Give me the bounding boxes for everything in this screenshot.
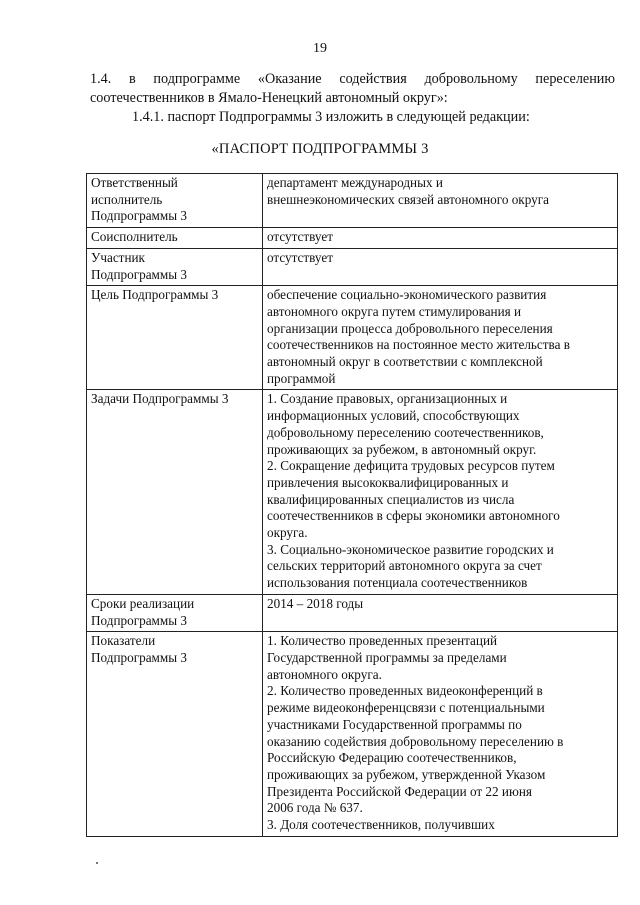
table-row (87, 174, 618, 228)
passport-title: «ПАСПОРТ ПОДПРОГРАММЫ 3 (211, 141, 429, 157)
table-row (87, 248, 618, 285)
row-value-line: отсутствует (267, 249, 333, 265)
table-row (87, 390, 618, 594)
row-value-line: округа. (267, 525, 308, 541)
row-value-line: соотечественников на постоянное место жительства в (267, 337, 570, 353)
row-value-line: 2. Количество проведенных видеоконференций в (267, 683, 543, 699)
row-value-cell (263, 248, 618, 285)
row-label-line: исполнитель (91, 191, 163, 207)
row-value-line: проживающих за рубежом, утвержденной Указом (267, 766, 546, 782)
row-value-line: оказанию содействия добровольному переселению в (267, 733, 564, 749)
row-value-cell (263, 228, 618, 249)
row-label-line: Задачи Подпрограммы 3 (91, 391, 229, 407)
row-label-line: Участник (91, 249, 145, 265)
row-value-line: добровольному переселению соотечественников, (267, 424, 544, 440)
row-value-line: Президента Российской Федерации от 22 июня (267, 783, 532, 799)
row-value-cell (263, 174, 618, 228)
row-value-line: отсутствует (267, 229, 333, 245)
row-value-line: режиме видеоконференцсвязи с потенциальными (267, 700, 545, 716)
intro-line-1: 1.4. в подпрограмме «Оказание содействия добровольному переселению (90, 71, 615, 87)
row-label-line: Цель Подпрограммы 3 (91, 287, 219, 303)
row-value-line: автономного округа. (267, 666, 382, 682)
row-value-line: 3. Социально-экономическое развитие городских и (267, 541, 554, 557)
table-row (87, 632, 618, 836)
row-label-line: Подпрограммы 3 (91, 266, 187, 282)
row-value-line: 2006 года № 637. (267, 800, 363, 816)
row-value-cell (263, 390, 618, 594)
row-value-line: 3. Доля соотечественников, получивших (267, 817, 495, 833)
intro-line-2: соотечественников в Ямало-Ненецкий автономный округ»: (90, 90, 448, 106)
table-row (87, 594, 618, 631)
row-value-cell (263, 286, 618, 390)
row-label-line: Подпрограммы 3 (91, 208, 187, 224)
row-value-line: автономного округа путем стимулирования и (267, 303, 522, 319)
row-value-line: Государственной программы за пределами (267, 649, 507, 665)
table-row (87, 228, 618, 249)
row-value-line: программой (267, 370, 336, 386)
row-value-line: соотечественников в сферы экономики автономного (267, 508, 560, 524)
row-value-line: 2014 – 2018 годы (267, 595, 364, 611)
row-label-line: Соисполнитель (91, 229, 178, 245)
row-label-cell (87, 286, 263, 390)
row-label-cell (87, 632, 263, 836)
row-value-line: организации процесса добровольного переселения (267, 320, 553, 336)
row-value-line: департамент международных и (267, 175, 443, 190)
row-value-line: квалифицированных специалистов из числа (267, 491, 515, 507)
row-label-line: Подпрограммы 3 (91, 612, 187, 628)
row-value-line: Российскую Федерацию соотечественников, (267, 750, 517, 766)
row-label-line: Ответственный (91, 175, 178, 190)
row-value-line: привлечения высококвалифицированных и (267, 474, 509, 490)
row-label-cell (87, 248, 263, 285)
row-value-line: 2. Сокращение дефицита трудовых ресурсов путем (267, 458, 555, 474)
row-label-cell (87, 228, 263, 249)
row-label-cell (87, 174, 263, 228)
row-label-cell (87, 594, 263, 631)
row-value-line: информационных условий, способствующих (267, 408, 520, 424)
row-value-line: внешнеэкономических связей автономного округа (267, 191, 549, 207)
row-label-cell (87, 390, 263, 594)
row-value-line: сельских территорий автономного округа за счет (267, 558, 542, 574)
row-label-line: Показатели (91, 633, 156, 649)
row-value-cell (263, 594, 618, 631)
intro-line-3: 1.4.1. паспорт Подпрограммы 3 изложить в следующей редакции: (132, 109, 530, 125)
table-row (87, 286, 618, 390)
row-value-line: обеспечение социально-экономического развития (267, 287, 547, 303)
row-value-line: использования потенциала соотечественников (267, 575, 528, 591)
row-value-line: участниками Государственной программы по (267, 716, 522, 732)
page-number: 19 (313, 41, 327, 56)
row-value-line: 1. Количество проведенных презентаций (267, 633, 498, 649)
row-value-line: автономный округ в соответствии с комплексной (267, 354, 543, 370)
row-value-line: 1. Создание правовых, организационных и (267, 391, 508, 407)
scan-speck (96, 862, 98, 864)
passport-table-body (87, 174, 618, 837)
row-value-cell (263, 632, 618, 836)
row-value-line: проживающих за рубежом, в автономный округ. (267, 441, 537, 457)
row-label-line: Сроки реализации (91, 595, 195, 611)
row-label-line: Подпрограммы 3 (91, 649, 187, 665)
passport-table (86, 173, 618, 837)
